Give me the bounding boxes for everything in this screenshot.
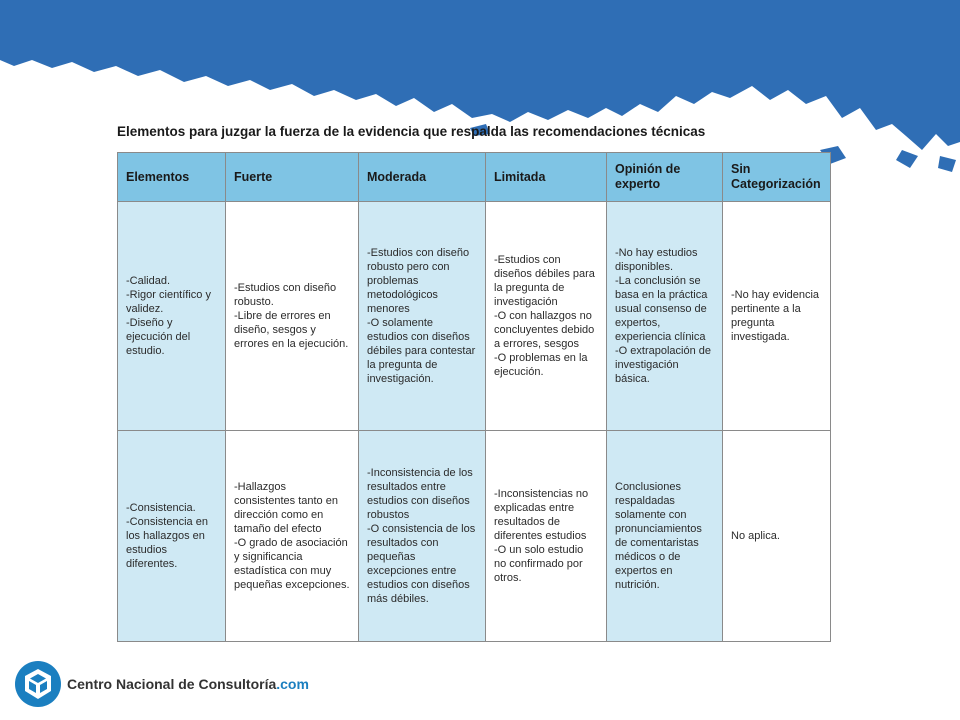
evidence-table — [117, 152, 831, 642]
header-sin-categorizacion: Sin Categorización — [723, 153, 831, 202]
header-opinion-de-experto: Opinión de experto — [607, 153, 723, 202]
cell-sin-categorizacion: -No hay evidencia pertinente a la pregunta investigada. — [723, 202, 831, 431]
brand-name-text: Centro Nacional de Consultoría — [67, 676, 277, 692]
cell-elementos: -Consistencia. -Consistencia en los hallazgos en estudios diferentes. — [118, 431, 226, 642]
cell-limitada: -Inconsistencias no explicadas entre resultados de diferentes estudios -O un solo estudio no confirmado por otros. — [486, 431, 607, 642]
cell-fuerte: -Hallazgos consistentes tanto en dirección como en tamaño del efecto -O grado de asociación y significancia estadística con muy pequeñas excepciones. — [226, 431, 359, 642]
header-limitada: Limitada — [486, 153, 607, 202]
cell-sin-categorizacion: No aplica. — [723, 431, 831, 642]
table-title: Elementos para juzgar la fuerza de la evidencia que respalda las recomendaciones técnicas — [117, 124, 706, 139]
brand-suffix: .com — [276, 676, 309, 692]
table-header-row — [118, 153, 831, 202]
cell-elementos: -Calidad. -Rigor científico y validez. -Diseño y ejecución del estudio. — [118, 202, 226, 431]
table-row — [118, 431, 831, 642]
cell-fuerte: -Estudios con diseño robusto. -Libre de errores en diseño, sesgos y errores en la ejecución. — [226, 202, 359, 431]
cell-limitada: -Estudios con diseños débiles para la pregunta de investigación -O con hallazgos no concluyentes debido a errores, sesgos -O problemas en la ejecución. — [486, 202, 607, 431]
header-fuerte: Fuerte — [226, 153, 359, 202]
header-moderada: Moderada — [359, 153, 486, 202]
cnc-logo-icon — [14, 660, 62, 708]
cell-moderada: -Inconsistencia de los resultados entre estudios con diseños robustos -O consistencia de los resultados con pequeñas excepciones entre estudios con diseños más débiles. — [359, 431, 486, 642]
header-elementos: Elementos — [118, 153, 226, 202]
cell-opinion-de-experto: -No hay estudios disponibles. -La conclusión se basa en la práctica usual consenso de expertos, experiencia clínica -O extrapolación de investigación básica. — [607, 202, 723, 431]
cell-opinion-de-experto: Conclusiones respaldadas solamente con pronunciamientos de comentaristas médicos o de expertos en nutrición. — [607, 431, 723, 642]
table-row — [118, 202, 831, 431]
brand-name — [67, 676, 309, 692]
cell-moderada: -Estudios con diseño robusto pero con problemas metodológicos menores -O solamente estudios con diseños débiles para contestar la pregunta de investigación. — [359, 202, 486, 431]
